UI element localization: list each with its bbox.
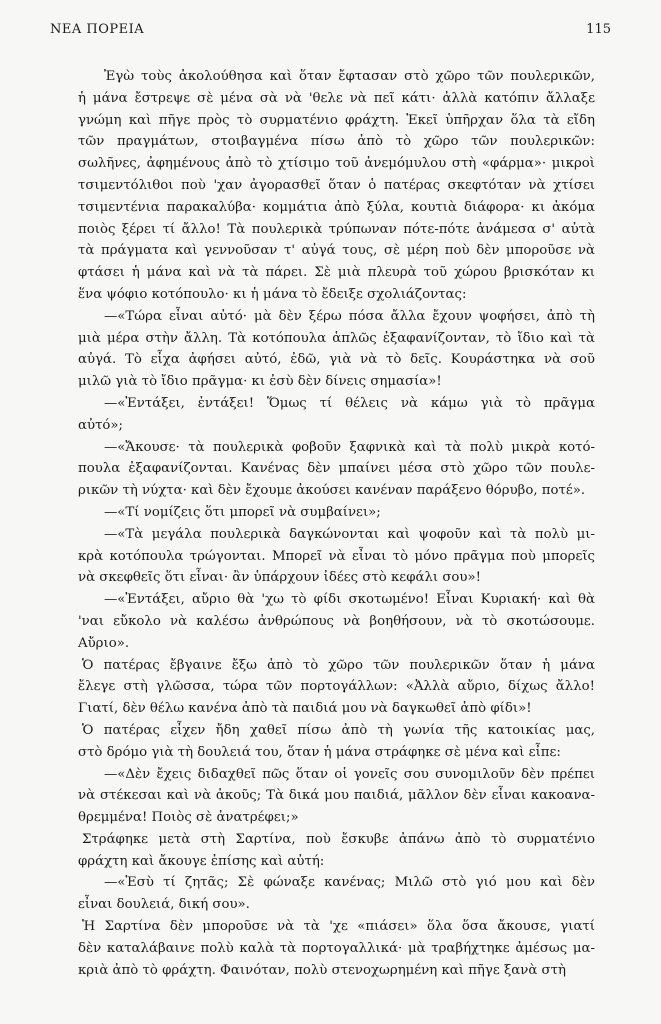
text-line: Ὁ πατέρας ἔβγαινε ἔξω ἀπὸ τὸ χῶρο τῶν πουλερικῶν ὅταν ἡ μάνα [82, 657, 595, 673]
running-head-title: ΝΕΑ ΠΟΡΕΙΑ [50, 22, 145, 37]
text-line: —«Τί νομίζεις ὅτι μπορεῖ νὰ συμβαίνει»; [104, 504, 381, 520]
text-line: κρὰ κοτόπουλα τρώγονται. Μπορεῖ νὰ εἶναι τὸ μόνο πρᾶγμα ποὺ μπορεῖς [78, 548, 595, 564]
text-line: —«Ἐσὺ τί ζητᾶς; Σὲ φώναξε κανένας; Μιλῶ στὸ γιό μου καὶ δὲν [104, 875, 595, 891]
running-head [0, 22, 661, 42]
text-line: φράχτη καὶ ἄκουγε ἐπίσης καὶ αὐτή: [78, 853, 325, 869]
paragraph [78, 829, 595, 873]
text-line: 'ναι εὔκολο νὰ καλέσω ἀνθρώπους νὰ βοηθήσουν, νὰ τὸ σκοτώσουμε. [78, 613, 595, 629]
text-line: τὰ πράγματα καὶ γεννοῦσαν τ' αὐγά τους, σὲ μέρη ποὺ δὲν μποροῦσε νὰ [78, 243, 595, 259]
text-line: αὐγά. Τὸ εἶχα ἀφήσει αὐτό, ἐδῶ, γιὰ νὰ τὸ δεῖς. Κουράστηκα νὰ σοῦ [78, 352, 595, 368]
text-line: γνώμη καὶ πῆγε πρὸς τὸ συρματένιο φράχτη. Ἐκεῖ ὑπῆρχαν ὅλα τὰ εἴδη [78, 112, 595, 128]
text-line: —«Τώρα εἶναι αὐτό· μὰ δὲν ξέρω πόσα ἄλλα ἔχουν ψοφήσει, ἀπὸ τὴ [104, 308, 595, 324]
paragraph [78, 764, 595, 829]
paragraph [78, 437, 595, 502]
text-line: Ἡ Σαρτίνα δὲν μποροῦσε νὰ τὰ 'χε «πιάσει» ὅλα ὅσα ἄκουσε, γιατί [82, 919, 595, 935]
text-line: πουλα ἐξαφανίζονται. Κανένας δὲν μπαίνει μέσα στὸ χῶρο τῶν πουλε- [78, 461, 595, 477]
text-line: Ἐγὼ τοὺς ἀκολούθησα καὶ ὅταν ἔφτασαν στὸ χῶρο τῶν πουλερικῶν, [104, 69, 595, 84]
paragraph [78, 872, 595, 916]
text-line: Στράφηκε μετὰ στὴ Σαρτίνα, ποὺ ἔσκυβε ἀπάνω ἀπὸ τὸ συρματένιο [82, 831, 595, 847]
text-line: τσιμεντόλιθοι ποὺ 'χαν ἀγορασθεῖ ὅταν ὁ πατέρας σκεφτόταν νὰ χτίσει [78, 177, 595, 193]
text-line: μιὰ μέρα στὴν ἄλλη. Τὰ κοτόπουλα ἁπλῶς ἐξαφανίζονταν, τὸ ἴδιο καὶ τὰ [78, 330, 595, 346]
text-line: —«Ἐντάξει, αὔριο θὰ 'χω τὸ φίδι σκοτωμένο! Εἶναι Κυριακή· καὶ θὰ [104, 592, 595, 608]
text-line: ποιὸς ξέρει τί ἄλλο! Τὰ πουλερικὰ τρύπωναν πότε-πότε ἀνάμεσα σ' αὐτὰ [78, 221, 595, 237]
text-line: θρεμμένα! Ποιὸς σὲ ἀνατρέφει;» [78, 810, 299, 826]
text-line: Αὔριο». [78, 635, 130, 651]
text-line: ἕνα ψόφιο κοτόπουλο· κι ἡ μάνα τὸ ἔδειξε σχολιάζοντας: [78, 286, 467, 302]
text-line: δὲν καταλάβαινε πολὺ καλὰ τὰ πορτογαλλικά· μὰ τραβήχτηκε ἀμέσως μα- [78, 940, 595, 956]
text-line: —«Δὲν ἔχεις διδαχθεῖ πῶς ὅταν οἱ γονεῖς σου συνομιλοῦν δὲν πρέπει [104, 766, 595, 782]
text-line: αὐτό»; [78, 417, 124, 433]
paragraph [78, 589, 595, 654]
text-line: —«Τὰ μεγάλα πουλερικὰ δαγκώνονται καὶ ψοφοῦν καὶ τὰ πολὺ μι- [104, 526, 595, 542]
text-line: Ὁ πατέρας εἶχεν ἤδη χαθεῖ πίσω ἀπὸ τὴ γωνία τῆς κατοικίας μας, [82, 722, 595, 738]
paragraph [78, 393, 595, 437]
paragraph [78, 524, 595, 589]
text-line: νὰ στέκεσαι καὶ νὰ ἀκοῦς; Τὰ δικά μου παιδιά, μᾶλλον δὲν εἶναι κακοανα- [78, 788, 595, 804]
paragraph [78, 916, 595, 981]
body-text [78, 66, 595, 981]
page-number: 115 [586, 22, 611, 37]
text-line: στὸ δρόμο γιὰ τὴ δουλειά του, ὅταν ἡ μάνα στράφηκε σὲ μένα καὶ εἶπε: [78, 744, 561, 760]
text-line: φτάσει ἡ μάνα καὶ νὰ τὰ πάρει. Σὲ μιὰ πλευρὰ τοῦ χώρου βρισκόταν κι [78, 265, 595, 281]
text-line: —«Ἄκουσε· τὰ πουλερικὰ φοβοῦν ξαφνικὰ καὶ τὰ πολὺ μικρὰ κοτό- [104, 439, 595, 455]
paragraph [78, 655, 595, 720]
text-line: εἶναι δουλειά, δική σου». [78, 897, 250, 913]
paragraph [78, 502, 595, 524]
text-line: τσιμεντένια παρακαλύβα· κομμάτια ἀπὸ ξύλα, κουτιὰ διάφορα· κι ἀκόμα [78, 199, 595, 215]
text-line: —«Ἐντάξει, ἐντάξει! Ὅμως τί θέλεις νὰ κάμω γιὰ τὸ πρᾶγμα [104, 395, 595, 411]
text-line: κριὰ ἀπὸ τὸ φράχτη. Φαινόταν, πολὺ στενοχωρημένη καὶ πῆγε ξανὰ στὴ [78, 962, 566, 978]
paragraph [78, 720, 595, 764]
paragraph [78, 306, 595, 393]
paragraph [78, 66, 595, 306]
text-line: σωλῆνες, ἀφημένους ἀπὸ τὸ χτίσιμο τοῦ ἀνεμόμυλου στὴ «φάρμα»· μικροὶ [78, 156, 595, 172]
text-line: ἡ μάνα ἔστρεψε σὲ μένα σὰ νὰ 'θελε νὰ πεῖ κάτι· ἀλλὰ κατόπιν ἄλλαξε [78, 90, 595, 106]
text-line: νὰ σκεφθεῖς ὅτι εἶναι· ἂν ὑπάρχουν ἰδέες στὸ κεφάλι σου»! [78, 570, 481, 586]
text-line: Γιατί, δὲν θέλω κανένα ἀπὸ τὰ παιδιά μου νὰ δαγκωθεῖ ἀπὸ φίδι»! [78, 701, 532, 717]
text-line: τῶν πραγμάτων, στοιβαγμένα πίσω ἀπὸ τὸ χῶρο τῶν πουλερικῶν: [78, 134, 595, 150]
text-line: μιλῶ γιὰ τὸ ἴδιο πρᾶγμα· κι ἐσὺ δὲν δίνεις σημασία»! [78, 374, 442, 390]
text-line: ἔλεγε στὴ γλῶσσα, τώρα τῶν πορτογάλλων: «Ἀλλὰ αὔριο, δίχως ἄλλο! [78, 679, 595, 695]
text-line: ρικῶν τὴ νύχτα· καὶ δὲν ἔχουμε ἀκούσει κανέναν παράξενο θόρυβο, ποτέ». [78, 483, 586, 499]
